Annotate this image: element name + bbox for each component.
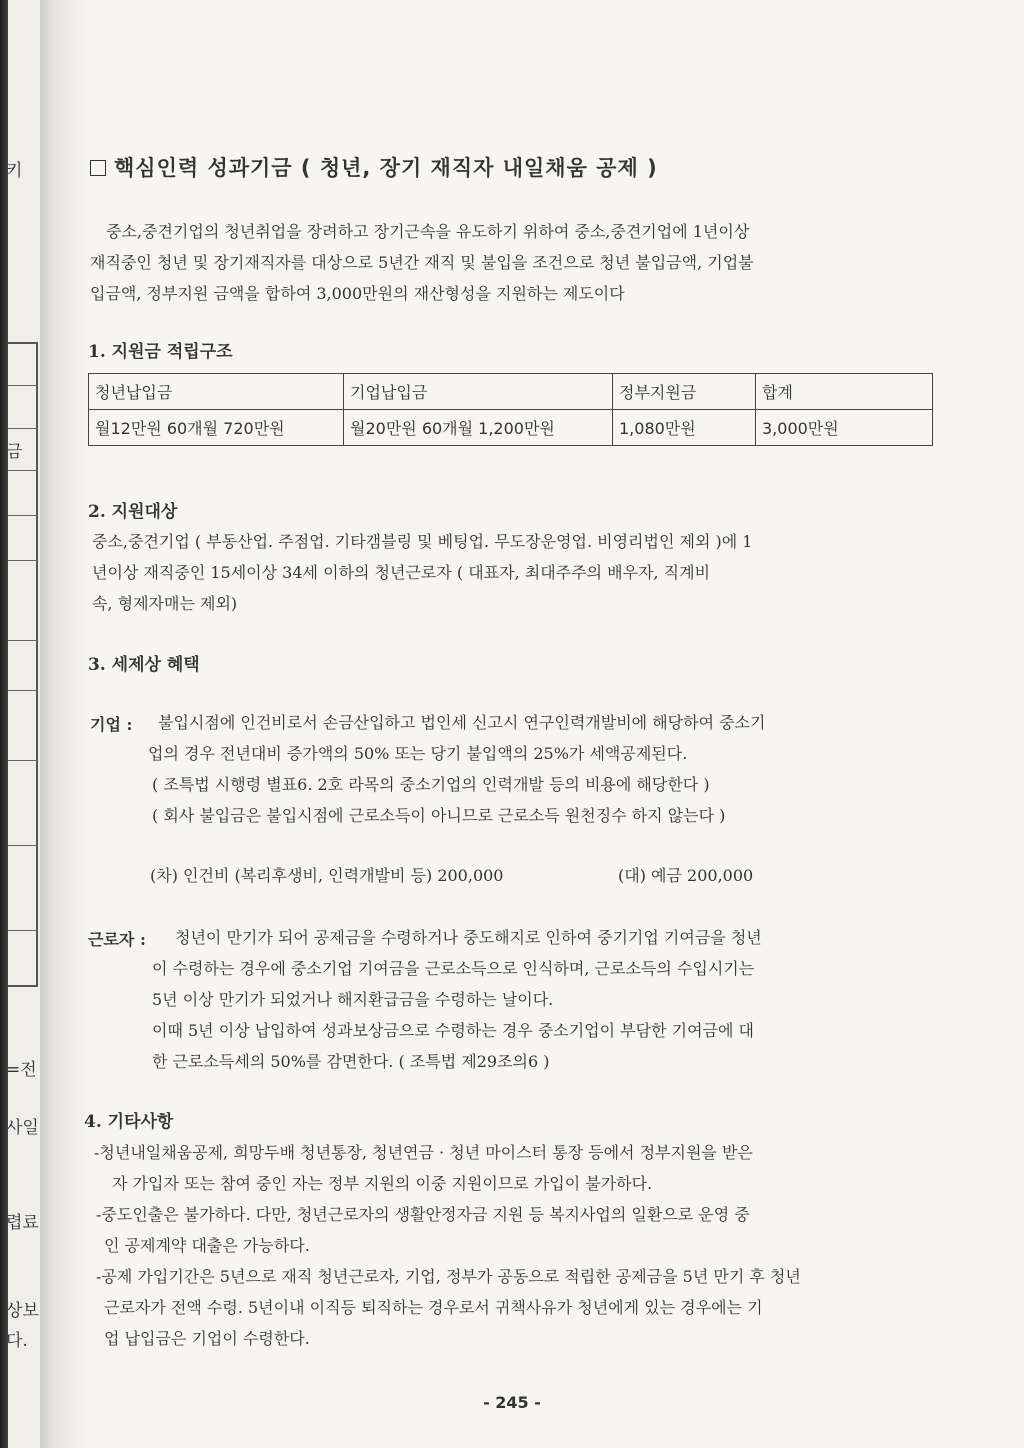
section4-line: -공제 가입기간은 5년으로 재직 청년근로자, 기업, 정부가 공동으로 적립한 공제금을 5년 만기 후 청년: [96, 1267, 801, 1286]
company-line: ( 조특법 시행령 별표6. 2호 라목의 중소기업의 인력개발 등의 비용에 해당한다 ): [152, 775, 710, 794]
table-header-cell: 정부지원금: [613, 374, 756, 410]
table-cell: 월12만원 60개월 720만원: [89, 410, 344, 446]
worker-line: 청년이 만기가 되어 공제금을 수령하거나 중도해지로 인하여 중기기업 기여금을 청년: [175, 928, 762, 947]
section2-line: 중소,중견기업 ( 부동산업. 주점업. 기타갬블링 및 베팅업. 무도장운영업. 비영리법인 제외 )에 1: [92, 532, 753, 551]
company-label: 기업 :: [90, 715, 133, 734]
worker-line: 한 근로소득세의 50%를 감면한다. ( 조특법 제29조의6 ): [152, 1052, 550, 1071]
table-header-cell: 합계: [756, 374, 933, 410]
table-cell: 3,000만원: [756, 410, 933, 446]
worker-line: 이 수령하는 경우에 중소기업 기여금을 근로소득으로 인식하며, 근로소득의 수입시기는: [152, 959, 755, 978]
table-cell: 월20만원 60개월 1,200만원: [344, 410, 613, 446]
table-header-cell: 청년납입금: [89, 374, 344, 410]
margin-char: 금: [6, 442, 23, 462]
margin-char: 다.: [6, 1331, 28, 1351]
section4-line: 업 납입금은 기업이 수령한다.: [104, 1329, 310, 1348]
journal-debit: (차) 인건비 (복리후생비, 인력개발비 등) 200,000: [150, 866, 504, 885]
worker-line: 이때 5년 이상 납입하여 성과보상금으로 수령하는 경우 중소기업이 부담한 기여금에 대: [152, 1021, 754, 1040]
table-row: [89, 410, 933, 446]
title-text: 핵심인력 성과기금 ( 청년, 장기 재직자 내일채움 공제 ): [114, 156, 658, 180]
section-heading: 2. 지원대상: [88, 502, 178, 522]
worker-label: 근로자 :: [88, 930, 146, 949]
section-heading: 1. 지원금 적립구조: [88, 342, 233, 362]
company-line: ( 회사 불입금은 불입시점에 근로소득이 아니므로 근로소득 원천징수 하지 않는다 ): [152, 806, 726, 825]
contribution-table: [88, 373, 933, 446]
section2-line: 속, 형제자매는 제외): [92, 594, 238, 613]
section4-line: 근로자가 전액 수령. 5년이내 이직등 퇴직하는 경우로서 귀책사유가 청년에게 있는 경우에는 기: [104, 1298, 763, 1317]
section4-line: -중도인출은 불가하다. 다만, 청년근로자의 생활안정자금 지원 등 복지사업의 일환으로 운영 중: [96, 1205, 750, 1224]
section4-line: -청년내일채움공제, 희망두배 청년통장, 청년연금 · 청년 마이스터 통장 등에서 정부지원을 받은: [94, 1143, 753, 1162]
section-heading: 4. 기타사항: [84, 1112, 174, 1132]
table-header-row: [89, 374, 933, 410]
worker-line: 5년 이상 만기가 되었거나 해지환급금을 수령하는 날이다.: [152, 990, 554, 1009]
table-cell: 1,080만원: [613, 410, 756, 446]
checkbox-icon: [90, 160, 106, 176]
section2-line: 년이상 재직중인 15세이상 34세 이하의 청년근로자 ( 대표자, 최대주주의 배우자, 직계비: [92, 563, 711, 582]
section4-line: 인 공제계약 대출은 가능하다.: [104, 1236, 310, 1255]
margin-char: 상보: [6, 1301, 39, 1321]
intro-line: 입금액, 정부지원 금액을 합하여 3,000만원의 재산형성을 지원하는 제도이다: [90, 284, 625, 303]
section-heading: 3. 세제상 혜택: [88, 655, 200, 675]
table-header-cell: 기업납입금: [344, 374, 613, 410]
intro-line: 재직중인 청년 및 장기재직자를 대상으로 5년간 재직 및 불입을 조건으로 청년 불입금액, 기업불: [90, 253, 754, 272]
page-title: [90, 152, 658, 182]
company-line: 업의 경우 전년대비 증가액의 50% 또는 당기 불입액의 25%가 세액공제된다.: [148, 744, 688, 763]
journal-credit: (대) 예금 200,000: [618, 866, 754, 885]
company-line: 불입시점에 인건비로서 손금산입하고 법인세 신고시 연구인력개발비에 해당하여 중소기: [158, 713, 766, 732]
intro-line: 중소,중견기업의 청년취업을 장려하고 장기근속을 유도하기 위하여 중소,중견기업에 1년이상: [106, 222, 750, 241]
section4-line: 자 가입자 또는 참여 중인 자는 정부 지원의 이중 지원이므로 가입이 불가하다.: [112, 1174, 653, 1193]
margin-char: 키: [6, 161, 23, 181]
page-number: - 245 -: [483, 1393, 541, 1412]
margin-char: 사일: [6, 1118, 39, 1138]
margin-char: 렵료: [6, 1213, 39, 1233]
margin-char: =전: [6, 1060, 37, 1080]
